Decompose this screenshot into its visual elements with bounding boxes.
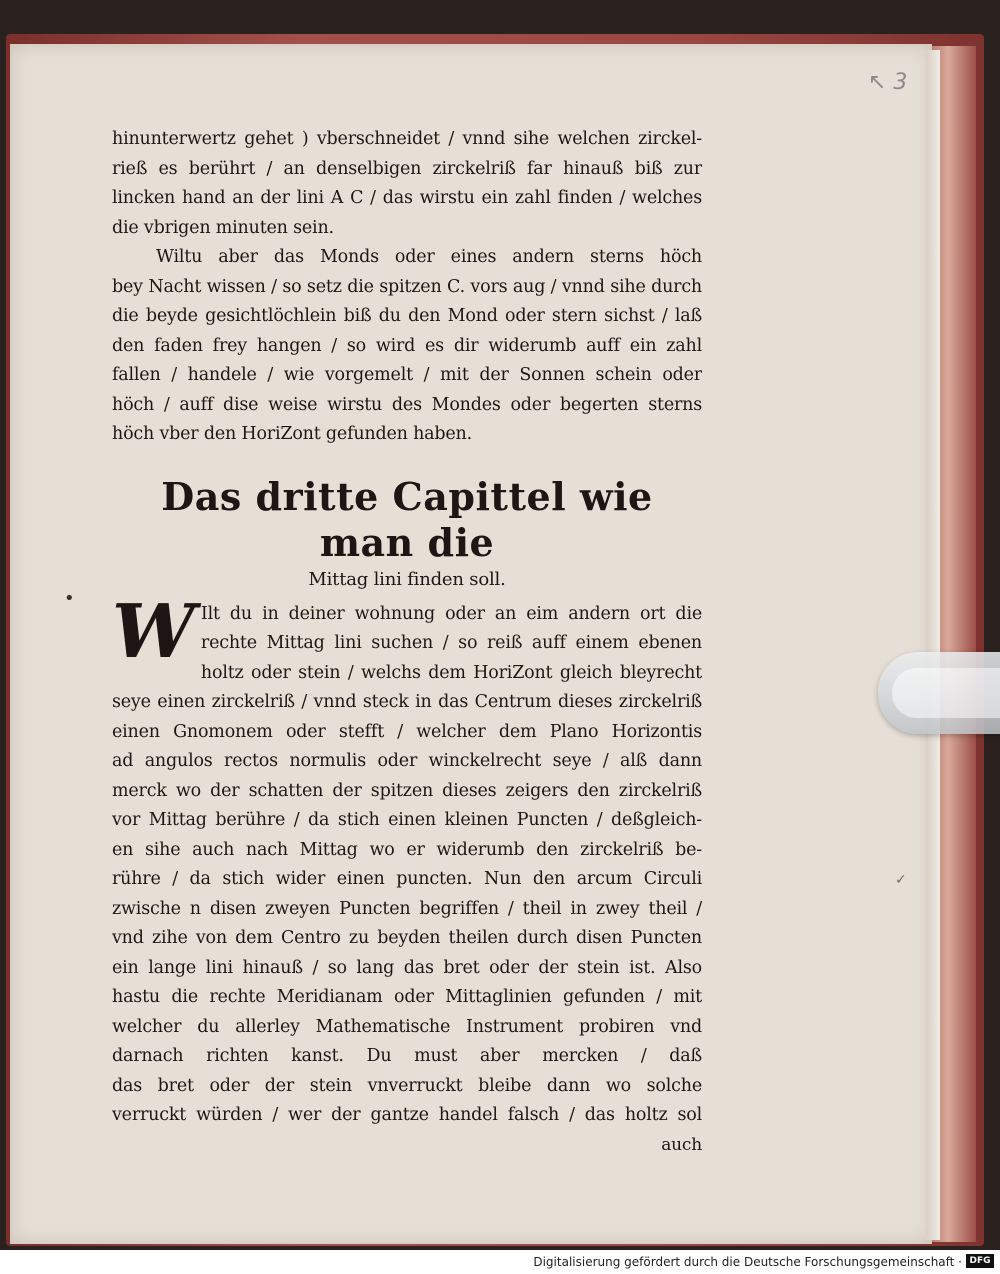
ink-dot-mark: • (64, 588, 75, 609)
text-line: ad angulos rectos normulis oder winckelrecht seye / alß dann (112, 751, 702, 771)
margin-check-mark: ✓ (895, 872, 907, 888)
funding-credit: Digitalisierung gefördert durch die Deutsche Forschungsgemeinschaft · (533, 1255, 962, 1269)
dfg-logo: DFG (966, 1254, 994, 1268)
text-line: darnach richten kanst. Du must aber mercken / daß (112, 1046, 702, 1066)
text-line: Ilt du in deiner wohnung oder an eim andern ort die (200, 603, 702, 624)
text-line: bey Nacht wissen / so setz die spitzen C. vors aug / vnnd sihe durch (112, 276, 702, 297)
catchword: auch (661, 1134, 702, 1155)
text-line: rieß es berührt / an denselbigen zirckelriß far hinauß biß zur (112, 158, 702, 179)
text-line: seye einen zirckelriß / vnnd steck in das Centrum dieses zirckelriß (112, 692, 702, 712)
text-line: fallen / handele / wie vorgemelt / mit der Sonnen schein oder (112, 365, 702, 385)
text-line: hinunterwertz gehet ) vberschneidet / vnnd sihe welchen zirckel- (112, 129, 702, 149)
text-line: Wiltu aber das Monds oder eines andern sterns höch (156, 247, 702, 267)
text-line: ein lange lini hinauß / so lang das bret oder der stein ist. Also (112, 957, 702, 978)
text-line: den faden frey hangen / so wird es dir widerumb auff ein zahl (112, 335, 702, 356)
drop-cap-initial: W (112, 588, 195, 675)
text-line: vor Mittag berühre / da stich einen kleinen Puncten / deßgleich- (112, 810, 702, 830)
text-line: verruckt würden / wer der gantze handel falsch / das holtz sol (112, 1105, 702, 1125)
paragraph-top (112, 125, 702, 450)
text-line: vnd zihe von dem Centro zu beyden theilen durch disen Puncten (112, 928, 702, 948)
text-line: merck wo der schatten der spitzen dieses zeigers den zirckelriß (112, 780, 702, 801)
text-line: lincken hand an der lini A C / das wirstu ein zahl finden / welches (112, 188, 702, 208)
page-fold (926, 50, 940, 1240)
text-line: die beyde gesichtlöchlein biß du den Mond oder stern sichst / laß (112, 306, 702, 326)
text-line: holtz oder stein / welchs dem HoriZont gleich bleyrecht (200, 662, 702, 683)
paragraph-body (112, 588, 702, 1160)
clip-highlight (892, 668, 1000, 718)
chapter-subtitle: Mittag lini finden soll. (308, 568, 506, 590)
text-line: höch / auff dise weise wirstu des Mondes oder begerten sterns (112, 394, 702, 415)
text-line: einen Gnomonem oder stefft / welcher dem Plano Horizontis (112, 721, 702, 742)
page-clip-holder (878, 652, 1000, 734)
text-line: hastu die rechte Meridianam oder Mittaglinien gefunden / mit (112, 987, 702, 1007)
text-line: welcher du allerley Mathematische Instrument probiren vnd (112, 1016, 702, 1037)
text-line: rühre / da stich wider einen puncten. Nun den arcum Circuli (112, 869, 702, 889)
text-line: zwische n disen zweyen Puncten begriffen / theil in zwey theil / (112, 898, 702, 919)
text-line: höch vber den HoriZont gefunden haben. (112, 424, 472, 444)
text-line: rechte Mittag lini suchen / so reiß auff einem ebenen (200, 633, 702, 653)
text-line: die vbrigen minuten sein. (112, 217, 334, 238)
text-line: das bret oder der stein vnverruckt bleibe dann wo solche (112, 1075, 702, 1096)
footer-bar (0, 1250, 1000, 1274)
pencil-annotation: ↖ 3 (868, 70, 908, 95)
page-text (112, 125, 702, 1160)
text-line: en sihe auch nach Mittag wo er widerumb den zirckelriß be- (112, 839, 702, 860)
chapter-title: Das dritte Capittel wie man die (161, 473, 653, 565)
